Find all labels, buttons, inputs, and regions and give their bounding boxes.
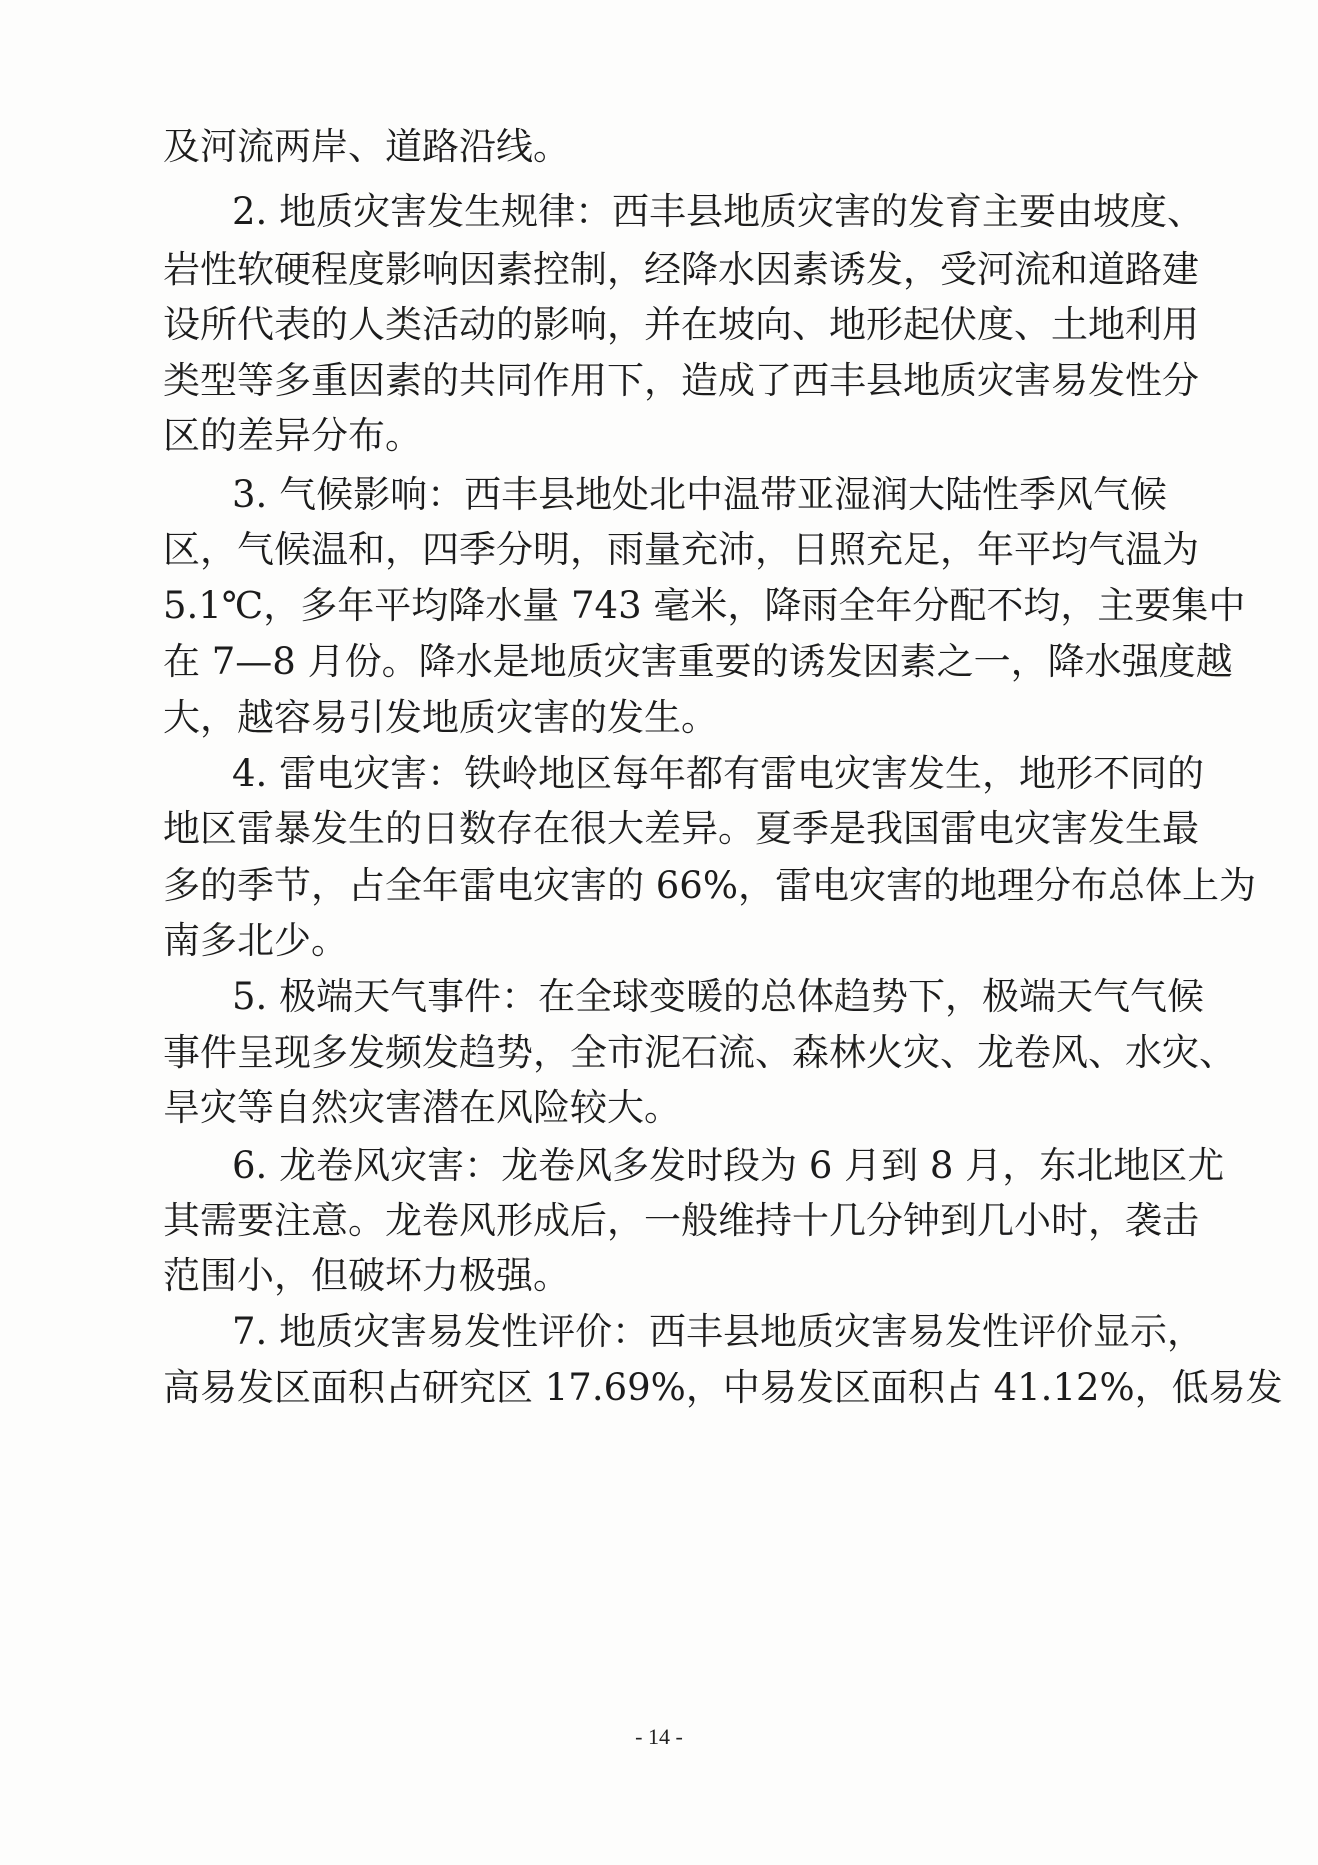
paragraph-line: 高易发区面积占研究区 17.69%，中易发区面积占 41.12%，低易发 [163,1366,1283,1409]
paragraph-line: 区，气候温和，四季分明，雨量充沛，日照充足，年平均气温为 [163,528,1199,571]
paragraph-line: 南多北少。 [163,919,348,962]
paragraph-line: 7. 地质灾害易发性评价：西丰县地质灾害易发性评价显示， [232,1310,1205,1353]
paragraph-line: 6. 龙卷风灾害：龙卷风多发时段为 6 月到 8 月，东北地区尤 [232,1144,1225,1187]
paragraph-line: 范围小，但破坏力极强。 [163,1254,570,1297]
paragraph-line: 区的差异分布。 [163,414,422,457]
paragraph-line: 3. 气候影响：西丰县地处北中温带亚湿润大陆性季风气候 [232,473,1168,516]
paragraph-line: 事件呈现多发频发趋势，全市泥石流、森林火灾、龙卷风、水灾、 [163,1031,1236,1074]
paragraph-line: 及河流两岸、道路沿线。 [163,125,570,168]
paragraph-line: 多的季节，占全年雷电灾害的 66%，雷电灾害的地理分布总体上为 [163,864,1256,907]
paragraph-line: 大，越容易引发地质灾害的发生。 [163,696,718,739]
paragraph-line: 4. 雷电灾害：铁岭地区每年都有雷电灾害发生，地形不同的 [232,752,1205,795]
paragraph-line: 5. 极端天气事件：在全球变暖的总体趋势下，极端天气气候 [232,975,1205,1018]
paragraph-line: 在 7—8 月份。降水是地质灾害重要的诱发因素之一，降水强度越 [163,640,1233,683]
paragraph-line: 地区雷暴发生的日数存在很大差异。夏季是我国雷电灾害发生最 [163,807,1199,850]
paragraph-line: 2. 地质灾害发生规律：西丰县地质灾害的发育主要由坡度、 [232,190,1205,233]
paragraph-line: 旱灾等自然灾害潜在风险较大。 [163,1086,681,1129]
paragraph-line: 类型等多重因素的共同作用下，造成了西丰县地质灾害易发性分 [163,359,1199,402]
page-number: - 14 - [635,1724,683,1749]
paragraph-line: 岩性软硬程度影响因素控制，经降水因素诱发，受河流和道路建 [163,248,1199,291]
paragraph-line: 设所代表的人类活动的影响，并在坡向、地形起伏度、土地利用 [163,303,1199,346]
paragraph-line: 其需要注意。龙卷风形成后，一般维持十几分钟到几小时，袭击 [163,1199,1199,1242]
paragraph-line: 5.1℃，多年平均降水量 743 毫米，降雨全年分配不均，主要集中 [163,584,1246,627]
